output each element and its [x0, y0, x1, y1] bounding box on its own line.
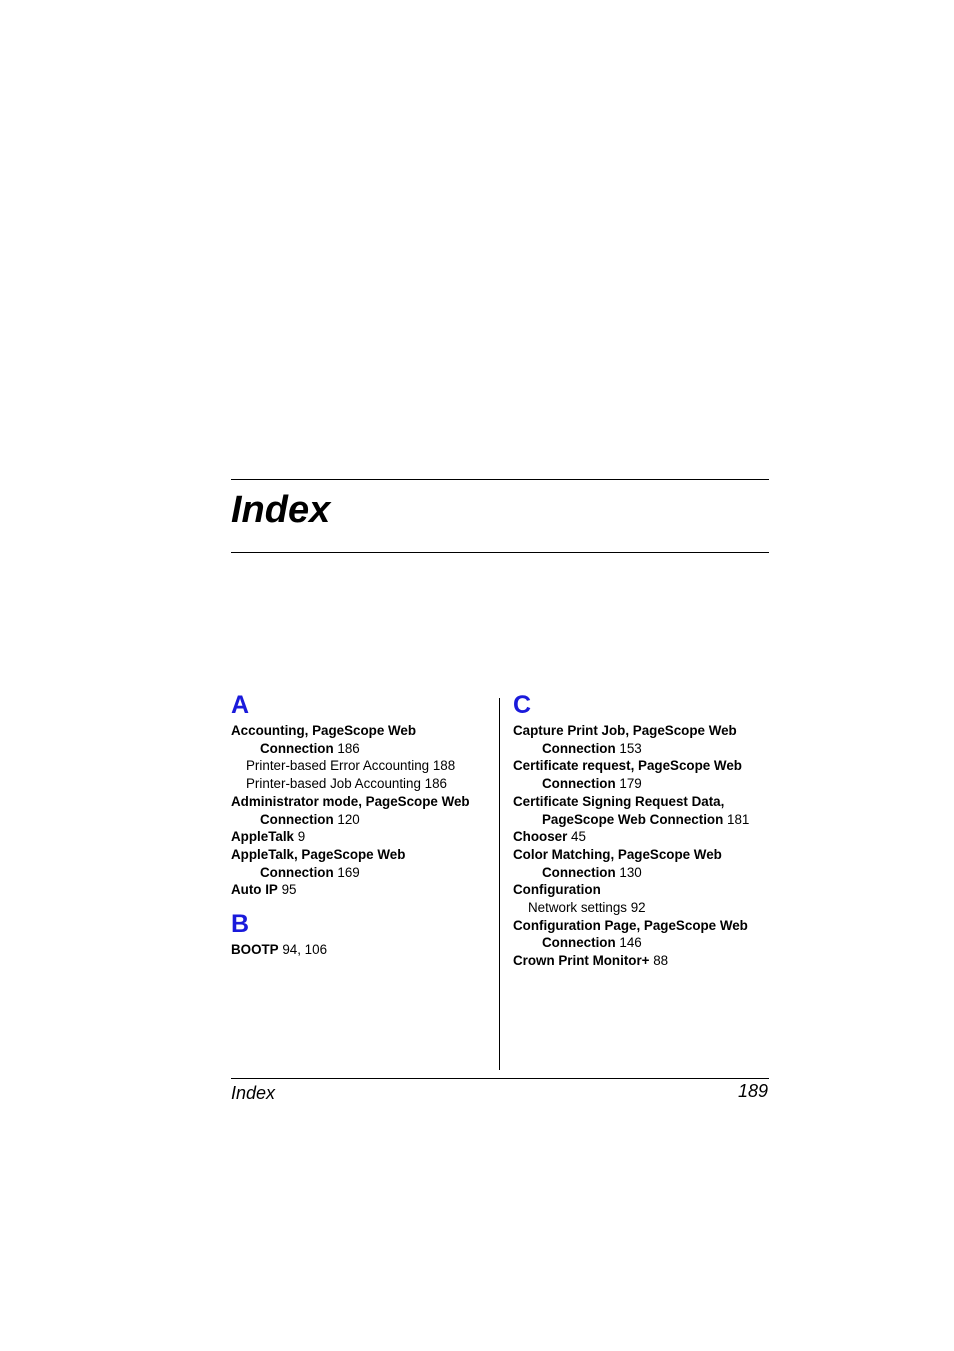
index-term: Connection: [260, 864, 334, 880]
index-subentry-text: Printer-based Job Accounting 186: [246, 776, 447, 792]
index-entry: [231, 864, 499, 882]
index-term: Connection: [542, 776, 616, 792]
index-subentry: [513, 899, 773, 917]
index-entry: [231, 740, 499, 758]
index-letter-heading: C: [513, 691, 532, 719]
index-term: Connection: [260, 740, 334, 756]
index-term: Configuration: [513, 882, 601, 898]
index-entry: [513, 828, 773, 846]
index-column-left: [231, 690, 499, 959]
index-entry: [231, 811, 499, 829]
index-entry: [231, 941, 499, 959]
index-term: Capture Print Job, PageScope Web: [513, 723, 737, 738]
index-term: Certificate request, PageScope Web: [513, 758, 742, 774]
index-entry: [513, 722, 773, 740]
title-rule-top: [231, 479, 769, 480]
section-gap: [231, 899, 499, 909]
index-term: Chooser: [513, 829, 568, 845]
index-term: Auto IP: [231, 882, 278, 898]
index-term: Connection: [542, 935, 616, 951]
index-entry: [231, 793, 499, 811]
index-page-numbers: 179: [615, 776, 642, 792]
index-subentry-text: Network settings 92: [528, 900, 646, 916]
index-subentry: [231, 775, 499, 793]
index-page-numbers: 9: [294, 829, 306, 845]
page-title: Index: [231, 489, 331, 531]
index-entry: [513, 793, 773, 811]
index-entry: [513, 952, 773, 970]
index-page-numbers: 88: [649, 953, 669, 969]
index-page-numbers: 146: [615, 935, 642, 951]
index-page-numbers: 153: [615, 740, 642, 756]
index-page-numbers: 95: [277, 882, 297, 898]
index-page-numbers: 45: [567, 829, 586, 845]
index-term: Configuration Page, PageScope Web: [513, 917, 748, 933]
index-page-numbers: 169: [333, 864, 360, 880]
index-page-numbers: 181: [723, 811, 750, 827]
index-letter-heading: B: [231, 910, 250, 939]
index-term: AppleTalk, PageScope Web: [231, 846, 406, 862]
footer-rule: [231, 1078, 769, 1079]
index-entry: [513, 740, 773, 758]
index-term: AppleTalk: [231, 829, 294, 845]
index-entry: [513, 757, 773, 775]
index-entry: [513, 934, 773, 952]
index-entry: [231, 881, 499, 899]
index-entry: [231, 722, 499, 740]
title-rule-bottom: [231, 552, 769, 553]
index-term: BOOTP: [231, 942, 279, 958]
index-column-right: [513, 690, 773, 970]
index-term: Color Matching, PageScope Web: [513, 846, 722, 862]
index-letter-heading: A: [231, 691, 250, 719]
index-entry: [513, 846, 773, 864]
index-subentry: [231, 757, 499, 775]
column-divider: [499, 698, 500, 1070]
index-page-numbers: 130: [615, 864, 642, 880]
index-term: Certificate Signing Request Data,: [513, 793, 725, 809]
index-entry: [513, 864, 773, 882]
footer-section-name: Index: [231, 1083, 276, 1103]
index-entry: [513, 775, 773, 793]
index-page-numbers: 94, 106: [278, 942, 328, 958]
index-entry: [513, 881, 773, 899]
index-entry: [231, 846, 499, 864]
index-term: Crown Print Monitor+: [513, 953, 650, 969]
index-term: PageScope Web Connection: [542, 811, 724, 827]
footer-page-number: 189: [737, 1081, 768, 1101]
index-entry: [231, 828, 499, 846]
index-entry: [513, 917, 773, 935]
index-page-numbers: 186: [333, 740, 360, 756]
index-page-numbers: 120: [333, 811, 360, 827]
index-term: Connection: [260, 811, 334, 827]
index-entry: [513, 811, 773, 829]
index-term: Connection: [542, 740, 616, 756]
index-term: Connection: [542, 864, 616, 880]
index-term: Accounting, PageScope Web: [231, 723, 417, 738]
index-term: Administrator mode, PageScope Web: [231, 793, 470, 809]
index-subentry-text: Printer-based Error Accounting 188: [246, 758, 456, 774]
